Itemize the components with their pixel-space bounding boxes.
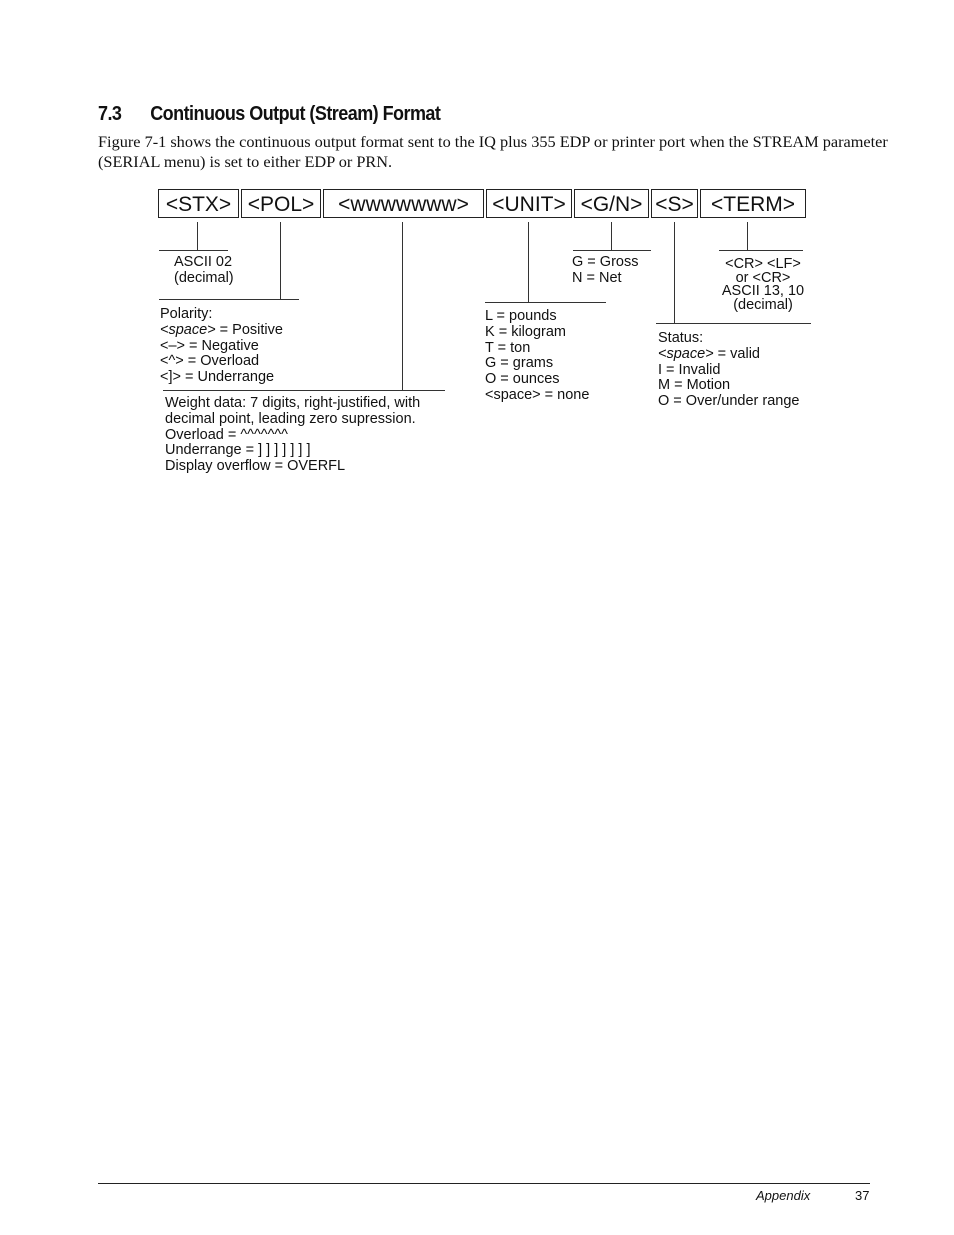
section-number: 7.3 bbox=[98, 103, 122, 125]
term-connector bbox=[747, 222, 748, 250]
stx-note bbox=[174, 255, 234, 287]
unit-note-line: <space> = none bbox=[485, 386, 590, 403]
polarity-code: <]> bbox=[160, 369, 181, 386]
unit-bracket bbox=[485, 302, 606, 303]
stream-format-fields bbox=[158, 189, 808, 220]
status-line: I = Invalid bbox=[658, 361, 721, 378]
status-bracket bbox=[656, 323, 811, 324]
unit-connector bbox=[528, 222, 529, 302]
polarity-text: = Negative bbox=[185, 337, 259, 354]
field-gross-net: <G/N> bbox=[574, 189, 649, 218]
weight-note-line: Weight data: 7 digits, right-justified, with bbox=[165, 395, 421, 411]
weight-note-line: Underrange = ] ] ] ] ] ] ] bbox=[165, 442, 311, 459]
gross-net-line: G = Gross bbox=[572, 254, 639, 270]
status-line bbox=[658, 347, 799, 363]
status-line: M = Motion bbox=[658, 377, 731, 394]
polarity-text: = Positive bbox=[215, 321, 283, 338]
polarity-code: <–> bbox=[160, 337, 185, 354]
polarity-line bbox=[160, 339, 283, 355]
term-note-line: (decimal) bbox=[733, 296, 793, 313]
section-heading bbox=[98, 103, 440, 126]
polarity-code: <^> bbox=[160, 353, 184, 370]
term-note bbox=[713, 258, 813, 312]
term-bracket bbox=[719, 250, 803, 251]
weight-note-line: Overload = ^^^^^^^ bbox=[165, 426, 288, 443]
polarity-note bbox=[160, 307, 283, 386]
unit-note-line: T = ton bbox=[485, 339, 531, 356]
gn-bracket bbox=[573, 250, 651, 251]
field-pol: <POL> bbox=[241, 189, 321, 218]
page-number: 37 bbox=[855, 1188, 870, 1203]
intro-paragraph: Figure 7-1 shows the continuous output format sent to the IQ plus 355 EDP or printer port when the STREAM parameter (SERIAL menu) is set to either EDP or PRN. bbox=[98, 132, 888, 171]
stx-bracket bbox=[159, 250, 228, 251]
pol-bracket bbox=[159, 299, 299, 300]
stx-connector bbox=[197, 222, 198, 250]
polarity-line bbox=[160, 323, 283, 339]
term-note-line: or <CR> bbox=[735, 269, 791, 286]
polarity-code: <space> bbox=[160, 321, 216, 338]
field-weight: <wwwwwww> bbox=[323, 189, 484, 218]
polarity-label: Polarity: bbox=[160, 306, 213, 322]
unit-note-line: K = kilogram bbox=[485, 323, 566, 340]
footer-rule bbox=[98, 1183, 870, 1184]
status-code: <space> bbox=[658, 345, 714, 362]
gn-connector bbox=[611, 222, 612, 250]
pol-connector bbox=[280, 222, 281, 299]
unit-note bbox=[485, 309, 589, 404]
unit-note-line: L = pounds bbox=[485, 308, 557, 324]
polarity-text: = Underrange bbox=[180, 369, 275, 386]
status-text: = valid bbox=[713, 345, 760, 362]
section-title: Continuous Output (Stream) Format bbox=[150, 103, 441, 125]
field-unit: <UNIT> bbox=[486, 189, 572, 218]
status-label: Status: bbox=[658, 330, 704, 346]
polarity-line bbox=[160, 370, 283, 386]
unit-note-line: O = ounces bbox=[485, 371, 560, 388]
term-note-line: ASCII 13, 10 bbox=[721, 283, 805, 299]
field-status: <S> bbox=[651, 189, 698, 218]
status-line: O = Over/under range bbox=[658, 393, 800, 410]
field-stx: <STX> bbox=[158, 189, 239, 218]
unit-note-line: G = grams bbox=[485, 355, 554, 372]
weight-note bbox=[165, 396, 420, 475]
term-note-line: <CR> <LF> bbox=[725, 256, 801, 272]
stx-note-line: (decimal) bbox=[174, 269, 234, 286]
weight-note-line: Display overflow = OVERFL bbox=[165, 458, 346, 475]
gross-net-note bbox=[572, 255, 638, 287]
gross-net-line: N = Net bbox=[572, 269, 622, 286]
status-connector bbox=[674, 222, 675, 323]
stx-note-line: ASCII 02 bbox=[174, 254, 233, 270]
status-note bbox=[658, 331, 799, 410]
weight-note-line: decimal point, leading zero supression. bbox=[165, 410, 416, 427]
polarity-text: = Overload bbox=[183, 353, 260, 370]
weight-bracket bbox=[163, 390, 445, 391]
polarity-line bbox=[160, 354, 283, 370]
field-term: <TERM> bbox=[700, 189, 806, 218]
footer-label: Appendix bbox=[756, 1188, 811, 1203]
weight-connector bbox=[402, 222, 403, 390]
